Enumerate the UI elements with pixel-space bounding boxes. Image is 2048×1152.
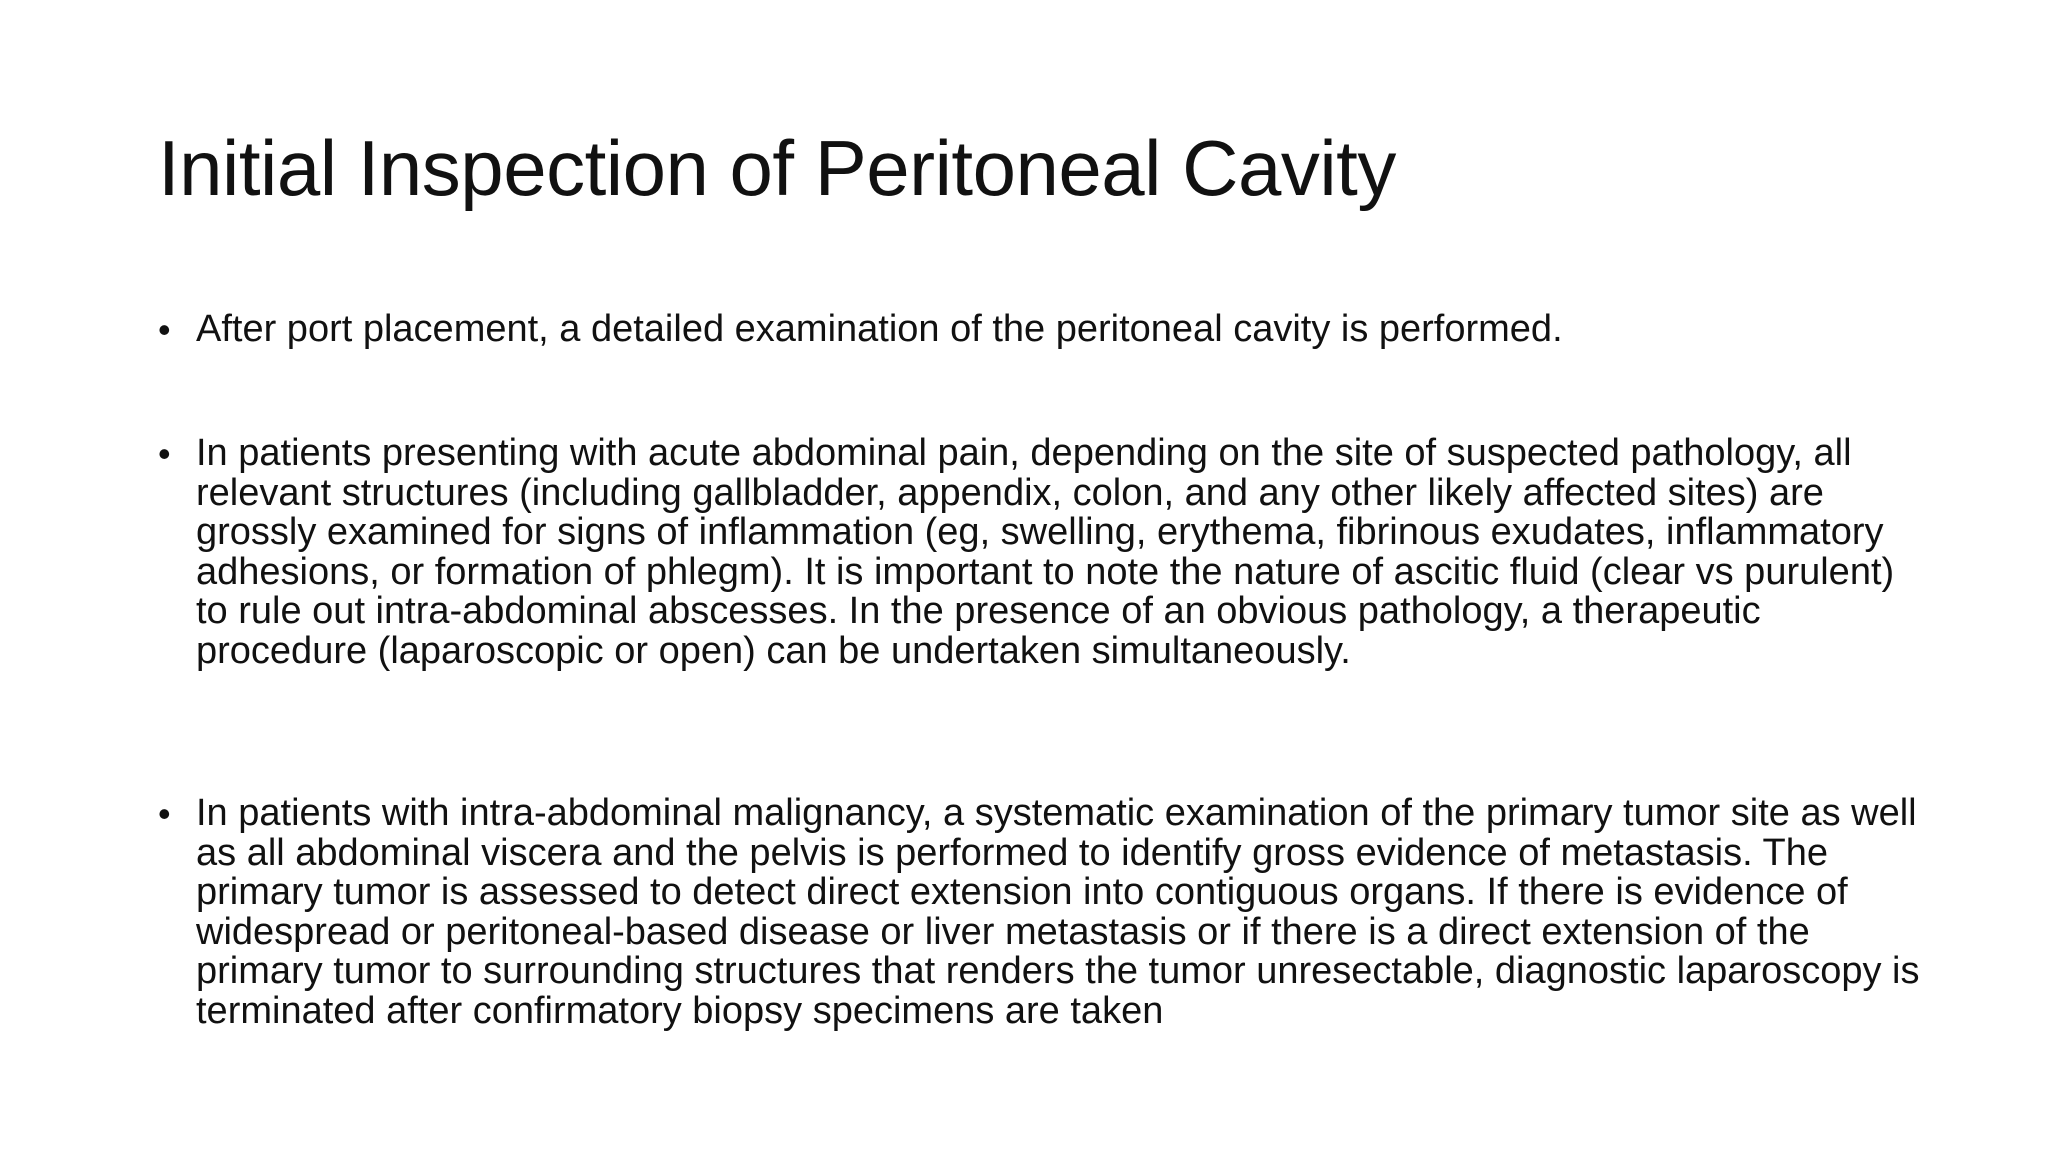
bullet-marker: • — [158, 309, 171, 350]
bullet-text: After port placement, a detailed examination of the peritoneal cavity is performed. — [196, 308, 1563, 350]
bullet-text: In patients with intra-abdominal malignancy, a systematic examination of the primary tumor site as well as all abdominal viscera and the pelvis is performed to identify gross evidence of metastasis. The primary tumor is assessed to detect direct extension into contiguous organs. If there is evidence of widespread or peritoneal-based disease or liver metastasis or if there is a direct extension of the primary tumor to surrounding structures that renders the tumor unresectable, diagnostic laparoscopy is terminated after confirmatory biopsy specimens are taken — [196, 792, 1920, 1032]
bullet-marker: • — [158, 793, 171, 834]
bullet-marker: • — [158, 433, 171, 474]
slide-title: Initial Inspection of Peritoneal Cavity — [158, 124, 1396, 212]
bullet-text: In patients presenting with acute abdominal pain, depending on the site of suspected pathology, all relevant structures (including gallbladder, appendix, colon, and any other likely affected sites) are grossly examined for signs of inflammation (eg, swelling, erythema, fibrinous exudates, inflammatory adhesions, or formation of phlegm). It is important to note the nature of ascitic fluid (clear vs purulent) to rule out intra-abdominal abscesses. In the presence of an obvious pathology, a therapeutic procedure (laparoscopic or open) can be undertaken simultaneously. — [196, 432, 1895, 672]
